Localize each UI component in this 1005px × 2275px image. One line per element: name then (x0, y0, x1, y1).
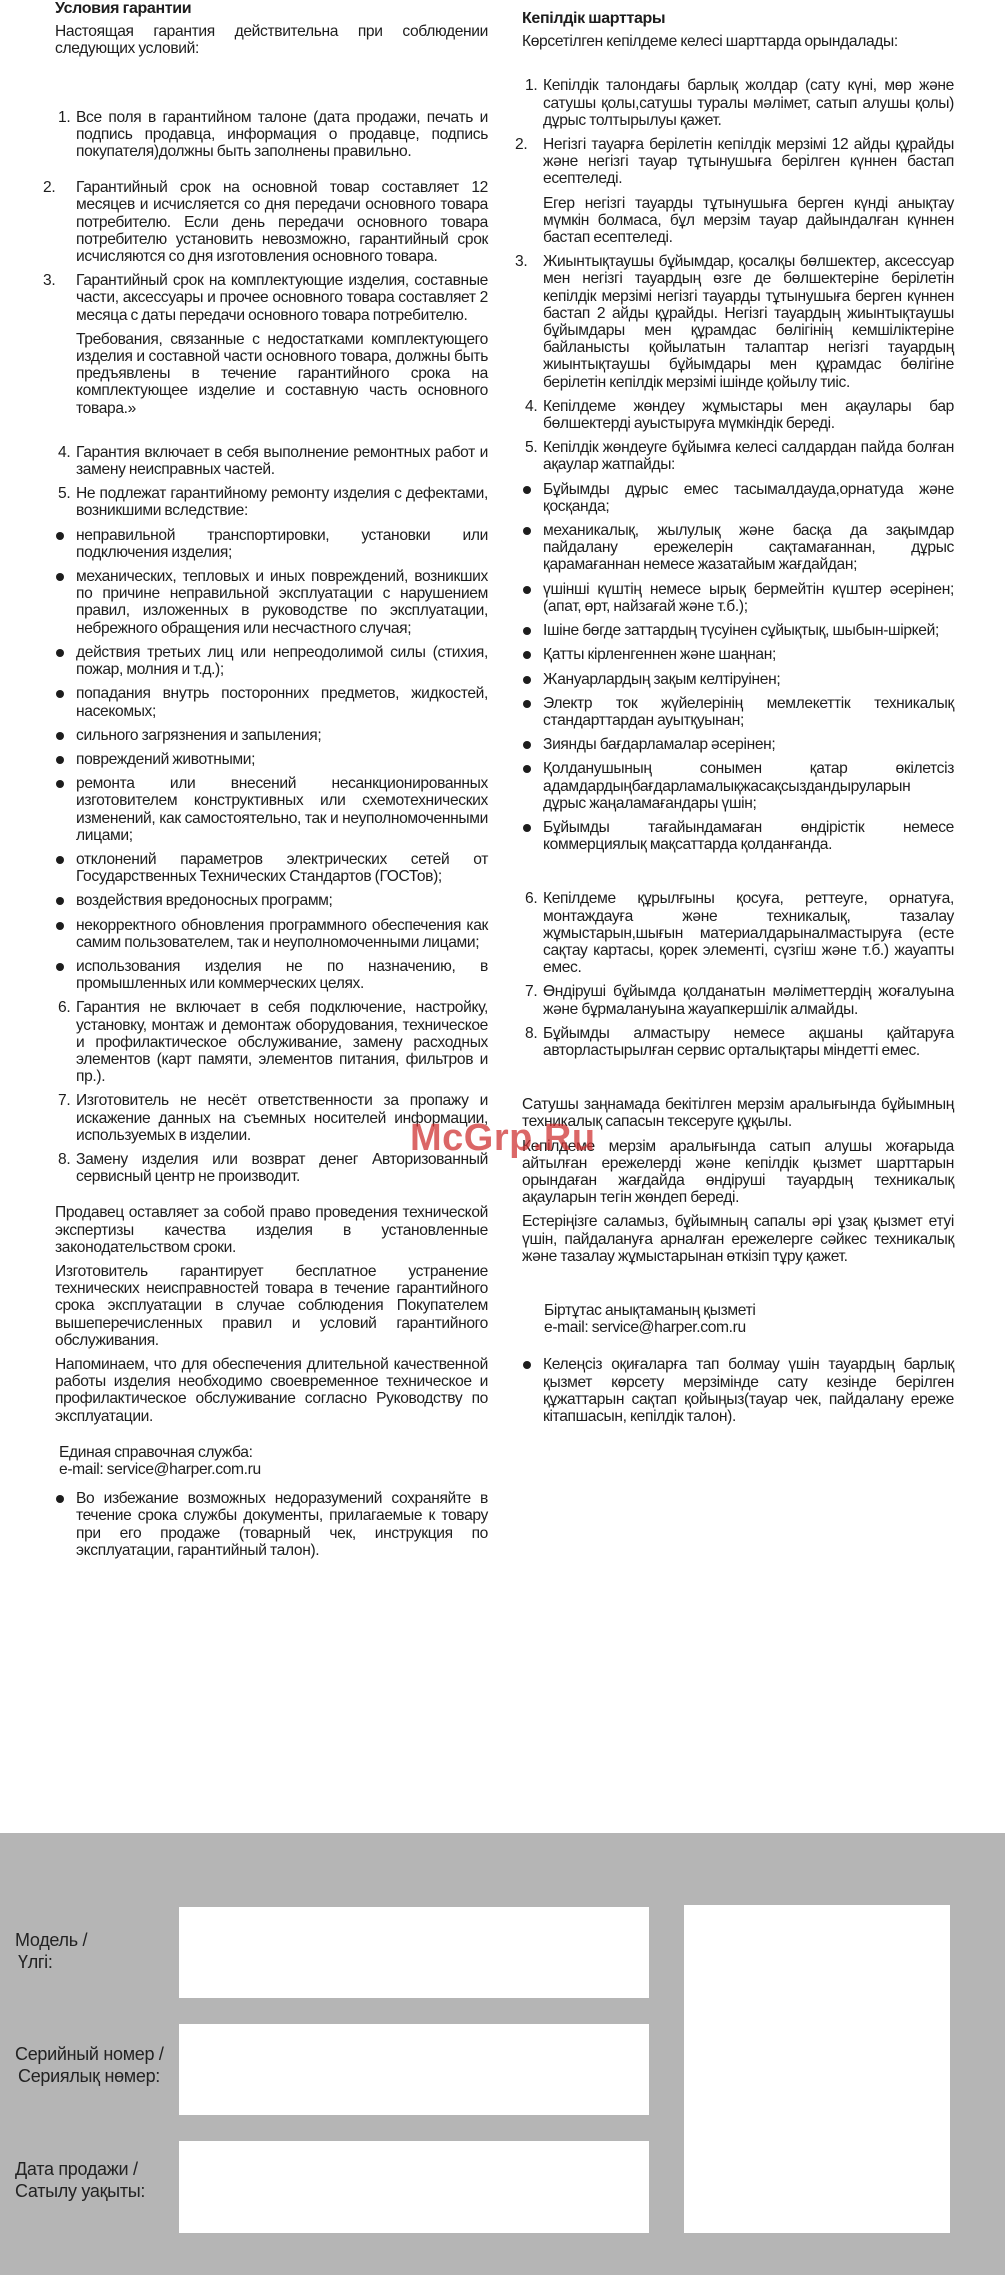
kz-defect-6: Жануарлардың зақым келтіруінен; (522, 671, 954, 688)
watermark: McGrp.Ru (410, 1117, 596, 1159)
sale-date-field[interactable] (179, 2141, 649, 2233)
ru-condition-7: 7. Изготовитель не несёт ответственности за пропажу и искажение данных на съемных носителей информации, используемых в изделии. (58, 1092, 488, 1144)
kz-condition-6-text: Кепілдеме құрылғыны қосуға, реттеуге, орнатуға, монтаждауға және техникалық, тазалау жұмыстарын,шығын материалдарыналмастыруға (есте сақтау картасы, қорек элементі, сүзгіш және т.б.) жауапты емес. (543, 890, 954, 977)
kz-defect-4: Ішіне бөгде заттардың түсуінен сұйықтық, шыбын-шіркей; (522, 622, 954, 639)
ru-condition-5-text: Не подлежат гарантийному ремонту изделия с дефектами, возникшими вследствие: (76, 485, 488, 520)
kz-condition-7: 7. Өндіруші бұйымда қолданатын мәліметтердің жоғалуына және бұрмалануына жауапкершілік алмайды. (525, 983, 954, 1018)
kazakh-column (515, 10, 954, 1432)
ru-paragraph-seller: Продавец оставляет за собой право проведения технической экспертизы качества изделия в установленные законодательством сроки. (55, 1204, 488, 1256)
sale-date-label-kz: Сатылу уақыты: (15, 2181, 146, 2201)
kz-condition-2: 2. Негізгі тауарға берілетін кепілдік мерзімі 12 айды құрайды және негізгі тауар тұтынушыға берілген күннен бастап есептеледі. (515, 136, 954, 188)
ru-condition-1-text: Все поля в гарантийном талоне (дата продажи, печать и подпись продавца, информация о продавце, подпись покупателя)должны быть заполнены правильно. (76, 108, 488, 161)
kz-condition-3-text: Жиынтықтаушы бұйымдар, қосалқы бөлшектер, аксессуар мен негізгі тауардың өзге де бөлшектеріне берілетін кепілдік мерзімі негізгі тауарды тұтынушыға берген күннен бастап 2 айды құрайды. Негізгі тауардың жиынтықтаушы бұйымдары мен құрамдас бөлігінің кемшіліктеріне байланысты қойылатын талаптар негізгі тауардың жиынтықтаушы бұйымдары мен құрамдас бөлігіне берілетін кепілдік мерзімі ішінде қойылу тиіс. (543, 253, 954, 391)
kz-defect-2: механикалық, жылулық және басқа да зақымдар пайдалану ережелерін сақтамағаннан, дұрыс қарамағаннан немесе жазатайым жағдайдан; (522, 522, 954, 574)
ru-defect-1: неправильной транспортировки, установки или подключения изделия; (55, 527, 488, 561)
stamp-field[interactable] (684, 1905, 950, 2233)
ru-defect-10: некорректного обновления программного обеспечения как самим пользователем, так и неуполномоченными лицами; (55, 917, 488, 951)
sale-date-label (15, 2158, 145, 2202)
kz-section-title: Кепілдік шарттары (522, 10, 666, 27)
model-label (15, 1929, 87, 1973)
ru-condition-4-text: Гарантия включает в себя выполнение ремонтных работ и замену неисправных частей. (76, 443, 488, 479)
ru-paragraph-reminder: Напоминаем, что для обеспечения длительной качественной работы изделия необходимо своевременное техническое и профилактическое обслуживание согласно Руководству по эксплуатации. (55, 1356, 488, 1425)
kz-condition-8: 8. Бұйымды алмастыру немесе ақшаны қайтаруға авторластырылған сервис орталықтары міндетті емес. (525, 1024, 954, 1059)
ru-paragraph-manufacturer: Изготовитель гарантирует бесплатное устранение технических неисправностей товара в течение гарантийного срока эксплуатации в случае соблюдения Покупателем вышеперечисленных правил и условий гарантийного обслуживания. (55, 1262, 488, 1349)
ru-condition-2-text: Гарантийный срок на основной товар составляет 12 месяцев и исчисляется со дня передачи основного товара потребителю. Если день передачи основного товара потребителю установить невозможно, гарантийный срок исчисляются со дня изготовления основного товара. (76, 179, 488, 266)
ru-condition-1: 1. Все поля в гарантийном талоне (дата продажи, печать и подпись продавца, информация о продавце, подпись покупателя)должны быть заполнены правильно. (58, 108, 488, 161)
ru-intro: Настоящая гарантия действительна при соблюдении следующих условий: (55, 23, 488, 58)
kz-defect-10: Бұйымды тағайындамаған өндірістік немесе коммерциялық мақсаттарда қолданғанда. (522, 819, 954, 853)
serial-label-kz: Сериялық нөмер: (18, 2066, 160, 2086)
ru-defect-7: ремонта или внесений несанкционированных изготовителем конструктивных или схемотехнических изменений, как самостоятельно, так и неуполномоченными лицами; (55, 775, 488, 844)
kz-defect-3: үшінші күштің немесе ырық бермейтін күштер әсерінен; (апат, өрт, найзағай және т.б.); (522, 581, 954, 615)
serial-number-field[interactable] (179, 2024, 649, 2115)
kz-paragraph-manufacturer: Кепілдеме мерзім аралығында сатып алушы жоғарыда айтылған ережелерді және кепілдік қызмет шарттарын орындаған жағдайда өндіруші тауардың техникалық ақауларын тегін жөндеп береді. (522, 1137, 954, 1207)
ru-condition-6-text: Гарантия не включает в себя подключение, настройку, установку, монтаж и демонтаж оборудования, техническое и профилактическое обслуживание, замену расходных элементов (карт памяти, элементов питания, фильтров и пр.). (76, 999, 488, 1086)
ru-service-email: e-mail: service@harper.com.ru (59, 1461, 261, 1479)
kz-service-email: e-mail: service@harper.com.ru (544, 1319, 746, 1337)
ru-condition-4: 4. Гарантия включает в себя выполнение ремонтных работ и замену неисправных частей. (58, 443, 488, 479)
ru-condition-7-text: Изготовитель не несёт ответственности за пропажу и искажение данных на съемных носителей информации, используемых в изделии. (76, 1092, 488, 1144)
sale-date-label-ru: Дата продажи / (15, 2159, 138, 2179)
kz-condition-6: 6. Кепілдеме құрылғыны қосуға, реттеуге, орнатуға, монтаждауға және техникалық, тазалау жұмыстарын,шығын материалдарыналмастыруға (есте сақтау картасы, қорек элементі, сүзгіш және т.б.) жауапты емес. (525, 890, 954, 977)
kz-intro: Көрсетілген кепілдеме келесі шарттарда орындалады: (522, 33, 898, 51)
kz-paragraph-seller: Сатушы заңнамада бекітілген мерзім аралығында бұйымның техникалық сапасын тексеруге құқылы. (522, 1096, 954, 1131)
ru-condition-2: 2. Гарантийный срок на основной товар составляет 12 месяцев и исчисляется со дня передачи основного товара потребителю. Если день передачи основного товара потребителю установить невозможно, гарантийный срок исчисляются со дня изготовления основного товара. (43, 179, 488, 266)
kz-defect-5: Қатты кірленгеннен және шаңнан; (522, 646, 954, 663)
ru-keep-documents-note: Во избежание возможных недоразумений сохраняйте в течение срока службы документы, прилагаемые к товару при его продаже (товарный чек, инструкция по эксплуатации, гарантийный талон). (55, 1490, 488, 1559)
kz-condition-5: 5. Кепілдік жөндеуге бұйымға келесі салдардан пайда болған ақаулар жатпайды: (525, 439, 954, 474)
ru-condition-5: 5. Не подлежат гарантийному ремонту изделия с дефектами, возникшими вследствие: (58, 485, 488, 520)
kz-condition-3: 3. Жиынтықтаушы бұйымдар, қосалқы бөлшектер, аксессуар мен негізгі тауардың өзге де бөлшектеріне берілетін кепілдік мерзімі негізгі тауарды тұтынушыға берген күннен бастап 2 айды құрайды. Негізгі тауардың жиынтықтаушы бұйымдары мен құрамдас бөлігінің кемшіліктеріне байланысты қойылатын талаптар негізгі тауардың жиынтықтаушы бұйымдары мен құрамдас бөлігіне берілетін кепілдік мерзімі ішінде қойылу тиіс. (515, 253, 954, 391)
kz-condition-8-text: Бұйымды алмастыру немесе ақшаны қайтаруға авторластырылған сервис орталықтары міндетті емес. (543, 1024, 954, 1059)
kz-condition-1: 1. Кепілдік талондағы барлық жолдар (сату күні, мөр және сатушы қолы,сатушы туралы мәлімет, сатып алушы қолы) дұрыс толтырылуы қажет. (525, 77, 954, 129)
kz-condition-1-text: Кепілдік талондағы барлық жолдар (сату күні, мөр және сатушы қолы,сатушы туралы мәлімет, сатып алушы қолы) дұрыс толтырылуы қажет. (543, 77, 954, 129)
kz-keep-documents-note: Келеңсіз оқиғаларға тап болмау үшін тауардың барлық қызмет көрсету мерзімінде сату кезінде берілген құжаттарын сақтап қойыңыз(тауар чек, пайдалану ереже кітапшасын, кепілдік талон). (522, 1356, 954, 1425)
ru-defect-11: использования изделия не по назначению, в промышленных или коммерческих целях. (55, 958, 488, 992)
kz-service-label: Біртұтас анықтаманың қызметі (544, 1301, 756, 1319)
kz-condition-7-text: Өндіруші бұйымда қолданатын мәліметтердің жоғалуына және бұрмалануына жауапкершілік алмайды. (543, 983, 954, 1018)
serial-label (15, 2043, 164, 2087)
serial-label-ru: Серийный номер / (15, 2044, 164, 2064)
kz-condition-4-text: Кепілдеме жөндеу жұмыстары мен ақаулары бар бөлшектерді ауыстыруға мүмкіндік береді. (543, 397, 954, 433)
ru-condition-3-text: Гарантийный срок на комплектующие изделия, составные части, аксессуары и прочее основного товара составляет 2 месяца с даты передачи основного товара потребителю. (76, 272, 488, 324)
ru-section-title: Условия гарантии (55, 0, 192, 17)
kz-paragraph-reminder: Естеріңізге саламыз, бұйымның сапалы әрі ұзақ қызмет етуі үшін, пайдалануға арналған ережелерге сәйкес техникалық және тазалау жұмыстарынан өткізіп тұру қажет. (522, 1213, 954, 1265)
kz-defect-9: Қолданушының сонымен қатар өкілетсіз адамдардыңбағдарламалықжасақсыздандыруларын дұрыс жаңаламағандары үшін; (522, 760, 954, 812)
kz-condition-4: 4. Кепілдеме жөндеу жұмыстары мен ақаулары бар бөлшектерді ауыстыруға мүмкіндік береді. (525, 397, 954, 433)
russian-column (43, 0, 488, 1566)
kz-defect-8: Зиянды бағдарламалар әсерінен; (522, 736, 954, 753)
ru-defect-3: действия третьих лиц или непреодолимой силы (стихия, пожар, молния и т.д.); (55, 644, 488, 678)
ru-defect-9: воздействия вредоносных программ; (55, 892, 488, 909)
ru-defect-2: механических, тепловых и иных повреждений, возникших по причине неправильной эксплуатации с нарушением правил, изложенных в руководстве по эксплуатации, небрежного обращения или несчастного случая; (55, 568, 488, 637)
model-label-ru: Модель / (15, 1930, 88, 1950)
kz-defect-1: Бұйымды дұрыс емес тасымалдауда,орнатуда және қосқанда; (522, 481, 954, 515)
ru-condition-8: 8. Замену изделия или возврат денег Авторизованный сервисный центр не производит. (58, 1150, 488, 1186)
ru-defect-5: сильного загрязнения и запыления; (55, 727, 488, 744)
ru-defect-6: повреждений животными; (55, 751, 488, 768)
ru-service-label: Единая справочная служба: (59, 1443, 253, 1461)
kz-condition-5-text: Кепілдік жөндеуге бұйымға келесі салдардан пайда болған ақаулар жатпайды: (543, 439, 954, 474)
model-label-kz: Үлгі: (18, 1952, 53, 1972)
ru-condition-3-requirements: Требования, связанные с недостатками комплектующего изделия и составной части основного товара, должны быть предъявлены в течение гарантийного срока на комплектующее изделие и составную часть основного товара.» (76, 330, 488, 417)
model-field[interactable] (179, 1907, 649, 1998)
ru-service-info (55, 1444, 488, 1478)
ru-defect-8: отклонений параметров электрических сетей от Государственных Технических Стандартов (ГОСТов); (55, 851, 488, 885)
ru-condition-6: 6. Гарантия не включает в себя подключение, настройку, установку, монтаж и демонтаж оборудования, техническое и профилактическое обслуживание, замену расходных элементов (карт памяти, элементов питания, фильтров и пр.). (58, 999, 488, 1086)
kz-condition-2-text: Негізгі тауарға берілетін кепілдік мерзімі 12 айды құрайды және негізгі тауар тұтынушыға берілген күннен бастап есептеледі. (543, 136, 954, 188)
kz-condition-2-note: Егер негізгі тауарды тұтынушыға берген күнді анықтау мүмкін болмаса, бұл мерзім тауар дайындалған күннен бастап есептеледі. (543, 194, 954, 247)
ru-condition-3: 3. Гарантийный срок на комплектующие изделия, составные части, аксессуары и прочее основного товара составляет 2 месяца с даты передачи основного товара потребителю. (43, 272, 488, 324)
kz-service-info (522, 1302, 954, 1336)
ru-defect-4: попадания внутрь посторонних предметов, жидкостей, насекомых; (55, 685, 488, 719)
ru-condition-8-text: Замену изделия или возврат денег Авторизованный сервисный центр не производит. (76, 1150, 488, 1186)
kz-defect-7: Электр ток жүйелерінің мемлекеттік техникалық стандарттардан ауытқуынан; (522, 695, 954, 729)
